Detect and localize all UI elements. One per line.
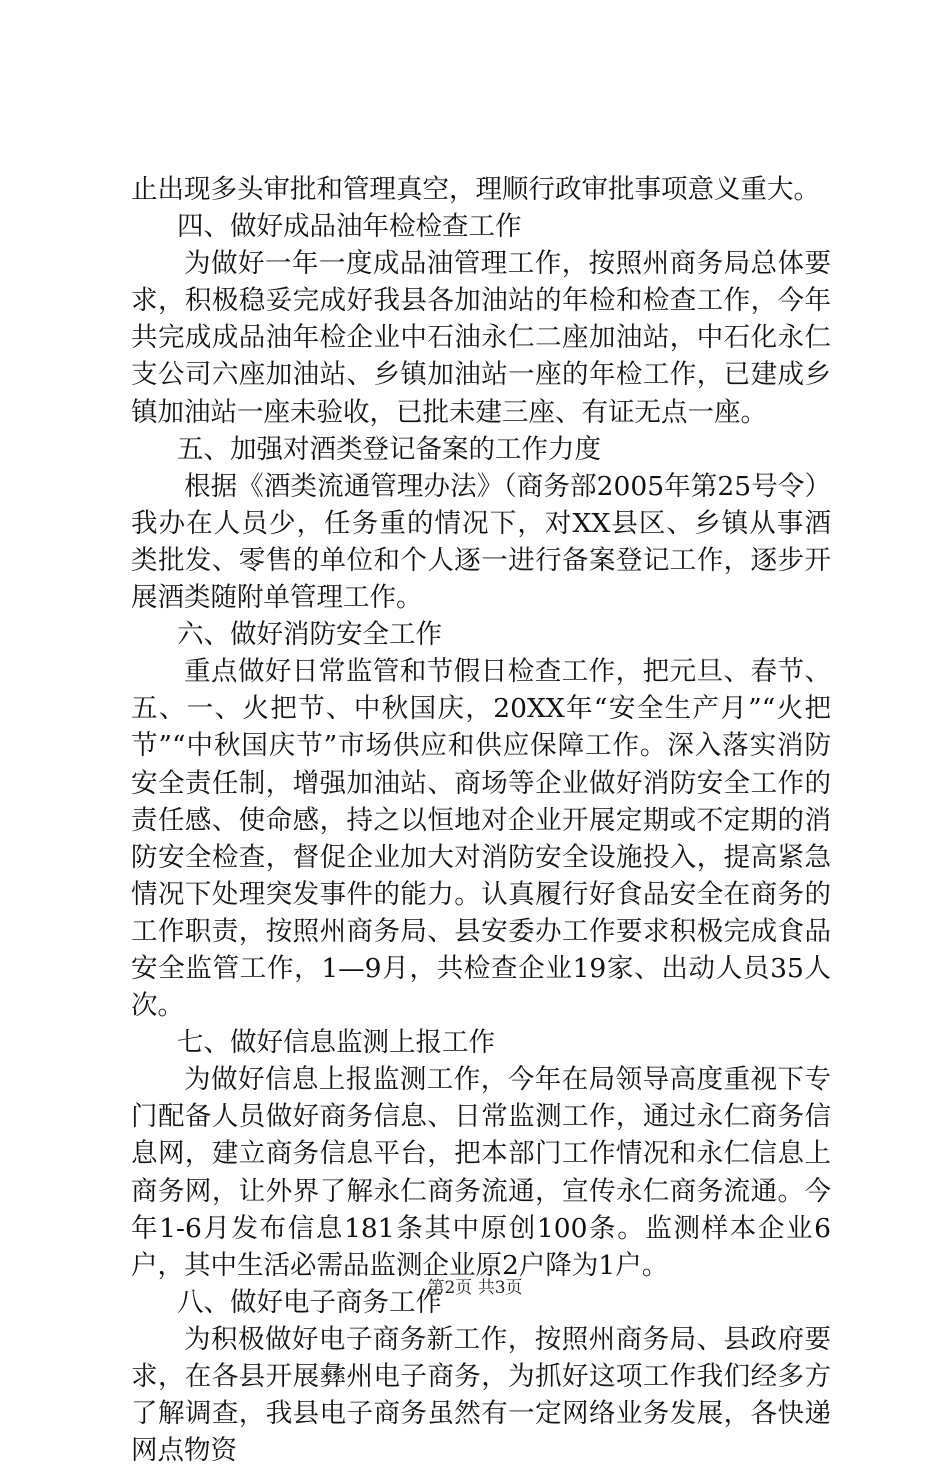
paragraph-section-7: 为做好信息上报监测工作，今年在局领导高度重视下专门配备人员做好商务信息、日常监测工作，通过永仁商务信息网，建立商务信息平台，把本部门工作情况和永仁信息上商务网，让外界了解永仁商务流通，宣传永仁商务流通。今年1-6月发布信息181条其中原创100条。监测样本企业6户，其中生活必需品监测企业原2户降为1户。: [131, 1064, 831, 1281]
document-body: [131, 171, 831, 1469]
paragraph-section-5: 根据《酒类流通管理办法》（商务部2005年第25号令）我办在人员少，任务重的情况下，对XX县区、乡镇从事酒类批发、零售的单位和个人逐一进行备案登记工作，逐步开展酒类随附单管理工作。: [131, 470, 831, 614]
paragraph-continuation: 止出现多头审批和管理真空，理顺行政审批事项意义重大。: [131, 174, 820, 205]
section-heading-5: 五、加强对酒类登记备案的工作力度: [177, 433, 601, 465]
paragraph-section-8: 为积极做好电子商务新工作，按照州商务局、县政府要求，在各县开展彝州电子商务，为抓好这项工作我们经多方了解调查，我县电子商务虽然有一定网络业务发展，各快递网点物资: [131, 1323, 831, 1467]
paragraph-section-6: 重点做好日常监管和节假日检查工作，把元旦、春节、五、一、火把节、中秋国庆，20XX年“安全生产月”“火把节”“中秋国庆节”市场供应和供应保障工作。深入落实消防安全责任制，增强加油站、商场等企业做好消防安全工作的责任感、使命感，持之以恒地对企业开展定期或不定期的消防安全检查，督促企业加大对消防安全设施投入，提高紧急情况下处理突发事件的能力。认真履行好食品安全在商务的工作职责，按照州商务局、县安委办工作要求积极完成食品安全监管工作，1—9月，共检查企业19家、出动人员35人次。: [131, 656, 831, 1022]
section-heading-7: 七、做好信息监测上报工作: [177, 1027, 495, 1059]
section-heading-6: 六、做好消防安全工作: [177, 619, 442, 651]
page-number-footer: 第2页 共3页: [427, 1278, 523, 1298]
section-heading-8: 八、做好电子商务工作: [177, 1286, 442, 1318]
section-heading-4: 四、做好成品油年检检查工作: [177, 211, 522, 243]
paragraph-section-4: 为做好一年一度成品油管理工作，按照州商务局总体要求，积极稳妥完成好我县各加油站的年检和检查工作，今年共完成成品油年检企业中石油永仁二座加油站，中石化永仁支公司六座加油站、乡镇加油站一座的年检工作，已建成乡镇加油站一座未验收，已批未建三座、有证无点一座。: [131, 248, 831, 428]
